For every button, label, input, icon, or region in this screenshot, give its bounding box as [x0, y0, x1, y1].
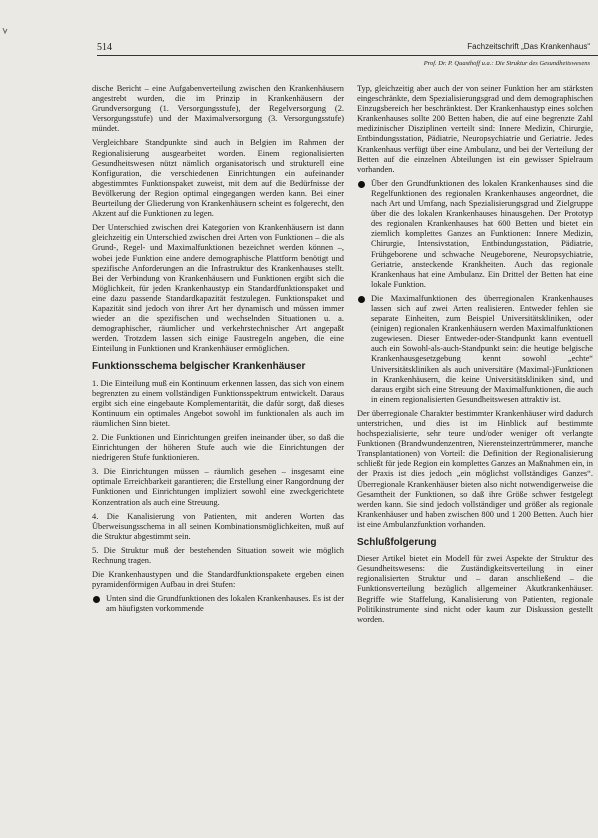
paragraph: Vergleichbare Standpunkte sind auch in Belgien im Rahmen der Regionalisierung ausgearbeitet worden. Einem regionalisierten Gesundheitswesen nützt nämlich organisatorisch und strukturell eine Konfiguration, die verschiedenen Einrichtungen ein aufeinander abgestimmtes Funktionspaket zuweist, mit dem auf die Bedürfnisse der Bevölkerung der Region optimal eingegangen werden kann. Bei einer Beurteilung der Gliederung von Krankenhäusern scheint es folgerecht, den Akzent auf die Funktionen zu legen. — [92, 138, 344, 219]
numbered-item: 2. Die Funktionen und Einrichtungen greifen ineinander über, so daß die Einrichtungen der höheren Stufe auch wie die Einrichtungen der niedrigeren Stufe funktionieren. — [92, 433, 344, 463]
right-column — [357, 84, 593, 629]
paragraph: Der überregionale Charakter bestimmter Krankenhäuser wird dadurch unterstrichen, und dies ist im Hinblick auf bestimmte hochspezialisierte, sehr teure und/oder weniger oft verlangte Funktionen (Brandwundenzentren, Nierensteinzertrümmerer, manche Transplantationen) von Vorteil: die Definition der Regionalisierung schließt für jede Region ein komplettes Ganzes an Maßnahmen ein, in der Praxis ist dies jedoch „ein möglichst vollständiges Ganzes“. Überregionale Krankenhäuser bieten also nicht notwendigerweise die Gesamtheit der Funktionen, so daß ihre Größe schwer festgelegt werden kann. Sie sind jedoch vollständiger und größer als regionale Krankenhäuser und haben zwischen 800 und 1 200 Betten. Auch hier ist eine Ambulanzfunktion vorhanden. — [357, 408, 593, 529]
paragraph: Die Krankenhaustypen und die Standardfunktionspakete ergeben einen pyramidenförmigen Aufbau in drei Stufen: — [92, 570, 344, 590]
numbered-item: 1. Die Einteilung muß ein Kontinuum erkennen lassen, das sich von einem begrenzten zu einem vollständigen Funktionsspektrum entwickelt. Daraus ergibt sich eine eingebaute Komplementarität, die dafür sorgt, daß dieses Kontinuum ein optimales Angebot sowohl im funktionalen als auch im räumlichen Sinn bietet. — [92, 378, 344, 428]
left-column — [92, 84, 344, 619]
section-heading: Schlußfolgerung — [357, 537, 437, 549]
header-rule — [97, 55, 598, 56]
bullet-text: Über den Grundfunktionen des lokalen Krankenhauses sind die Regelfunktionen des regionalen Krankenhauses angeordnet, die nach Art und Umfang, nach Spezialisierungsgrad und Zielgruppe über die des lokalen Krankenhauses hinausgehen. Der Prototyp des regionalen Krankenhauses hat 600 Betten und bietet ein ziemlich komplettes Ganzes an Funktionen: Innere Medizin, Chirurgie, Intensivstation, Entbindungsstation, Pädiatrie, Frühgeborene und schwache Neugeborene, Neuropsychiatrie, Geriatrie, ansteckende Krankheiten. Auch das regionale Krankenhaus hat eine Ambulanz. Ein Drittel der Betten hat eine lokale Funktion. — [371, 178, 593, 289]
bullet-icon — [358, 296, 365, 303]
journal-header: Fachzeitschrift „Das Krankenhaus“ — [467, 42, 590, 51]
numbered-item: 3. Die Einrichtungen müssen – räumlich gesehen – insgesamt eine optimale Erreichbarkeit garantieren; die Erstellung einer Rangordnung der Funktionen und Einrichtungen impliziert sowohl eine zweckgerichtete Konzentration als auch eine Streuung. — [92, 467, 344, 507]
paragraph: Der Unterschied zwischen drei Kategorien von Krankenhäusern ist dann gleichzeitig ein Unterschied zwischen drei Arten von Funktionen – die als Grund-, Regel- und Maximalfunktionen bezeichnet werden können –, wobei jede Funktion eine andere demographische Plattform benötigt und spezifische Anforderungen an die Infrastruktur des Krankenhauses stellt. Bei der Verbindung von Krankenhäusern und Funktionen ergibt sich die Möglichkeit, für jeden Krankenhaustyp ein Standardfunktionspaket und eine dazu passende Standardkapazität festzulegen. Funktionspaket und Kapazität sind jedoch von ihrer Art her dynamisch und müssen immer wieder an die spezifischen und wechselnden Situationen u. a. demographischer, räumlicher und verkehrstechnischer Art angepaßt werden. Trotzdem lassen sich einige Faustregeln angeben, die eine Einteilung in Funktionen und Krankenhäuser ermöglichen. — [92, 223, 344, 354]
bullet-text: Die Maximalfunktionen des überregionalen Krankenhauses lassen sich auf zwei Arten realisieren. Entweder fehlen sie separate Einheiten, zum Beispiel Universitätskliniken, oder (einigen) regionalen Krankenhäusern werden Maximalfunktionen zugewiesen. Dieser Entweder-oder-Standpunkt kann eventuell auch ein Sowohl-als-auch-Standpunkt sein: die heutige belgische Krankenhausgesetzgebung kennt sowohl „echte“ Universitätskliniken als auch universitäre (Maximal-)Funktionen in Krankenhäusern, die keine Universitätskliniken sind, und daraus ergibt sich eine Streuung der Maximalfunktionen, die auch in einem regionalisierten Gesundheitswesen attraktiv ist. — [371, 293, 593, 404]
paragraph: Typ, gleichzeitig aber auch der von seiner Funktion her am stärksten eingeschränkte, dem Spezialisierungsgrad und dem demographischen Einzugsbereich her beschränktest. Der Krankenhaustyp eines solchen Krankenhauses sollte 200 Betten haben, die auf eine begrenzte Zahl medizinischer Disziplinen verteilt sind: Innere Medizin, Chirurgie, Entbindungsstation, Pädiatrie, Neuropsychiatrie und Geriatrie. Jedes Krankenhaus verfügt über eine Ambulanz, und bei der Verteilung der Betten auf die einzelnen Abteilungen ist ein gewisser Spielraum vorhanden. — [357, 84, 593, 174]
page-number: 514 — [97, 42, 112, 53]
margin-mark-icon — [2, 27, 8, 37]
paragraph: dische Bericht – eine Aufgabenverteilung zwischen den Krankenhäusern angestrebt wurden, die im Prinzip in Krankenhäusern der Grundversorgung (1. Versorgungsstufe), der Regelversorgung (2. Versorgungsstufe) und der Maximalversorgung (3. Versorgungsstufe) mündet. — [92, 84, 344, 134]
numbered-item: 5. Die Struktur muß der bestehenden Situation soweit wie möglich Rechnung tragen. — [92, 545, 344, 566]
bullet-item — [357, 294, 593, 405]
bullet-icon — [358, 181, 365, 188]
numbered-item: 4. Die Kanalisierung von Patienten, mit anderen Worten das Überweisungsschema in all seinen Kombinationsmöglichkeiten, muß auf die Struktur abgestimmt sein. — [92, 511, 344, 541]
author-header: Prof. Dr. P. Quasthoff u.a.: Die Struktur des Gesundheitswesens — [423, 60, 590, 67]
bullet-item — [92, 594, 344, 614]
bullet-text: Unten sind die Grundfunktionen des lokalen Krankenhauses. Es ist der am häufigsten vorkommende — [106, 594, 344, 614]
bullet-icon — [93, 596, 100, 603]
section-heading: Funktionsschema belgischer Krankenhäuser — [92, 361, 306, 373]
bullet-item — [357, 179, 593, 290]
paragraph: Dieser Artikel bietet ein Modell für zwei Aspekte der Struktur des Gesundheitswesens: die Zuständigkeitsverteilung in einer regionalisierten Struktur und – daran anschließend – die Funktionsverteilung bezüglich allgemeiner Akutkrankenhäuser. Begriffe wie Staffelung, Kanalisierung von Patienten, regionale Politikinstrumente sind nicht oder kaum zur Diskussion gestellt worden. — [357, 554, 593, 624]
